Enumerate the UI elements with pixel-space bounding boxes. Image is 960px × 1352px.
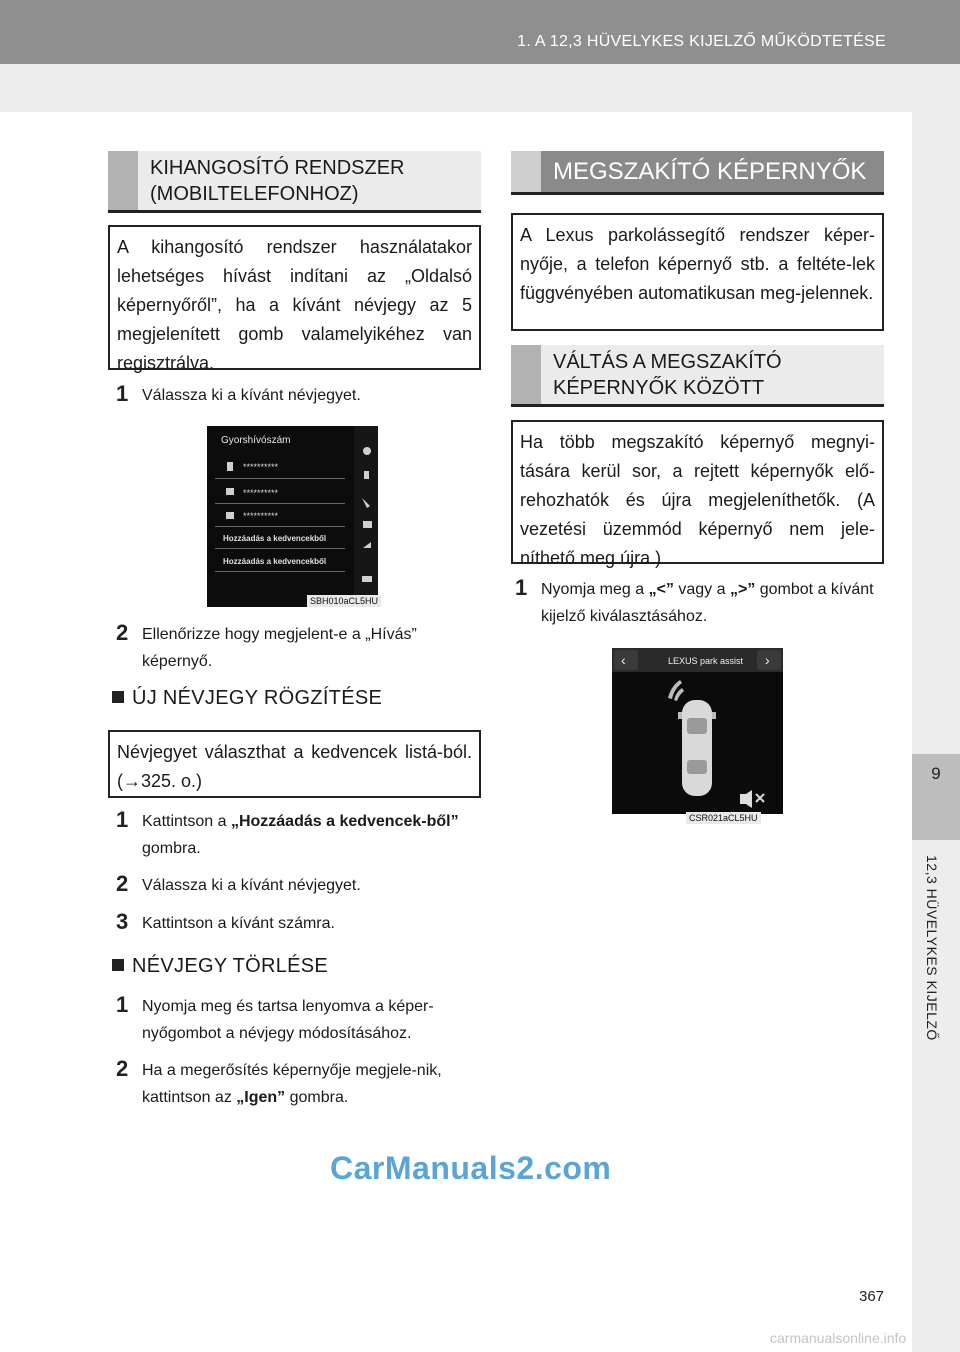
info-box-favorites: Névjegyet választhat a kedvencek listá-ból. (→325. o.) xyxy=(108,730,481,798)
step-number: 1 xyxy=(116,807,129,832)
car-top-view-icon xyxy=(678,700,716,796)
info-box-interrupt: A Lexus parkolássegítő rendszer képer-nyője, a telefon képernyő stb. a feltéte-lek függvényében automatikusan meg-jelennek. xyxy=(511,213,884,331)
subheading-new-contact xyxy=(112,687,382,710)
section-heading-text: VÁLTÁS A MEGSZAKÍTÓ KÉPERNYŐK KÖZÖTT xyxy=(553,350,782,399)
chapter-number: 9 xyxy=(931,764,941,783)
subheading-text: NÉVJEGY TÖRLÉSE xyxy=(132,955,329,977)
step-number: 2 xyxy=(116,1056,129,1081)
audio-icon[interactable] xyxy=(364,471,369,479)
page-number: 367 xyxy=(859,1288,885,1305)
chevron-left-icon: ‹ xyxy=(621,652,626,668)
speed-dial-title: Gyorshívószám xyxy=(221,435,291,446)
info-box-handsfree: A kihangosító rendszer használatakor lehetséges hívást indítani az „Oldalsó képernyőről”, ha a kívánt névjegy az 5 megjelenített gomb valamelyikéhez van regisztrálva. xyxy=(108,225,481,370)
prev-screen-button[interactable] xyxy=(614,650,638,670)
step-click-add-favorites xyxy=(116,808,486,862)
step-text: Nyomja meg és tartsa lenyomva a képer-nyőgombot a névjegy módosításához. xyxy=(142,998,434,1042)
image-code: SBH010aCL5HU xyxy=(307,595,381,607)
page-header-title: 1. A 12,3 HÜVELYKES KIJELZŐ MŰKÖDTETÉSE xyxy=(517,33,886,50)
step-press-arrows xyxy=(515,576,887,630)
step-select-contact xyxy=(116,382,486,409)
add-favorites-row[interactable]: Hozzáadás a kedvencekből xyxy=(223,557,327,566)
step-number: 1 xyxy=(116,381,129,406)
speed-dial-screenshot xyxy=(207,426,378,607)
step-number: 1 xyxy=(116,992,129,1017)
step-check-call-screen xyxy=(116,621,486,675)
image-code: CSR021aCL5HU xyxy=(686,812,761,824)
display-icon[interactable] xyxy=(362,576,372,582)
button-name: „Hozzáadás a kedvencek-ből” xyxy=(230,813,459,830)
step-text: vagy a xyxy=(673,581,730,598)
office-icon xyxy=(226,512,234,519)
step-text: Kattintson a xyxy=(142,813,231,830)
step-text: Válassza ki a kívánt névjegyet. xyxy=(142,877,361,894)
home-icon xyxy=(226,488,234,495)
section-heading-text: KIHANGOSÍTÓ RENDSZER (MOBILTELEFONHOZ) xyxy=(150,156,405,205)
section-heading-text: MEGSZAKÍTÓ KÉPERNYŐK xyxy=(553,157,867,185)
add-favorites-row[interactable]: Hozzáadás a kedvencekből xyxy=(223,534,327,543)
button-name: „Igen” xyxy=(236,1089,286,1106)
step-press-hold xyxy=(116,993,486,1047)
footer-watermark: carmanualsonline.info xyxy=(770,1330,907,1346)
info-icon[interactable] xyxy=(363,521,372,528)
step-number: 2 xyxy=(116,871,129,896)
section-heading-switch xyxy=(511,345,884,407)
step-click-number xyxy=(116,910,486,937)
heading-bar xyxy=(511,345,541,404)
step-text: gombra. xyxy=(285,1089,349,1106)
heading-bar xyxy=(511,151,541,192)
step-number: 1 xyxy=(515,575,528,600)
nav-icon[interactable] xyxy=(363,447,371,455)
header-band xyxy=(0,0,960,64)
bullet-square xyxy=(112,691,124,703)
info-box-switch: Ha több megszakító képernyő megnyi-tására kerül sor, a rejtett képernyők elő-rehozhatók és újra megjeleníthetők. (A vezetési üzemmód képernyő nem jele-níthető meg újra.) xyxy=(511,420,884,564)
step-text: Válassza ki a kívánt névjegyet. xyxy=(142,387,361,404)
step-text: gombot a kívánt kijelző kiválasztásához. xyxy=(541,581,874,625)
speed-dial-row[interactable]: ********** xyxy=(243,511,279,521)
step-number: 3 xyxy=(116,909,129,934)
side-strip xyxy=(912,112,960,1352)
park-assist-screen xyxy=(612,648,783,814)
chevron-right-icon: › xyxy=(765,652,770,668)
header-subband xyxy=(0,64,960,112)
mobile-icon xyxy=(227,462,233,471)
subheading-text: ÚJ NÉVJEGY RÖGZÍTÉSE xyxy=(132,687,383,709)
step-number: 2 xyxy=(116,620,129,645)
step-text: gombra. xyxy=(142,840,201,857)
heading-bar xyxy=(108,151,138,210)
watermark-logo: CarManuals2.com xyxy=(330,1150,612,1186)
subheading-delete-contact xyxy=(112,955,328,978)
step-confirm-yes xyxy=(116,1057,486,1111)
step-text: Ellenőrizze hogy megjelent-e a „Hívás” képernyő. xyxy=(142,626,417,670)
step-select-contact-2 xyxy=(116,872,486,899)
park-assist-screenshot xyxy=(612,648,783,814)
chapter-label: 12,3 HÜVELYKES KIJELZŐ xyxy=(924,855,940,1041)
button-name: „>” xyxy=(729,581,756,598)
step-text: Nyomja meg a xyxy=(541,581,649,598)
section-heading-handsfree xyxy=(108,151,481,213)
button-name: „<” xyxy=(648,581,674,598)
speed-dial-row[interactable]: ********** xyxy=(243,488,279,498)
speed-dial-screen xyxy=(207,426,378,607)
bullet-square xyxy=(112,959,124,971)
step-text: Kattintson a kívánt számra. xyxy=(142,915,335,932)
section-heading-interrupt xyxy=(511,151,884,195)
speed-dial-row[interactable]: ********** xyxy=(243,462,279,472)
step-text: Ha a megerősítés képernyője megjele-nik, kattintson az xyxy=(142,1062,442,1106)
park-assist-title: LEXUS park assist xyxy=(668,656,744,666)
